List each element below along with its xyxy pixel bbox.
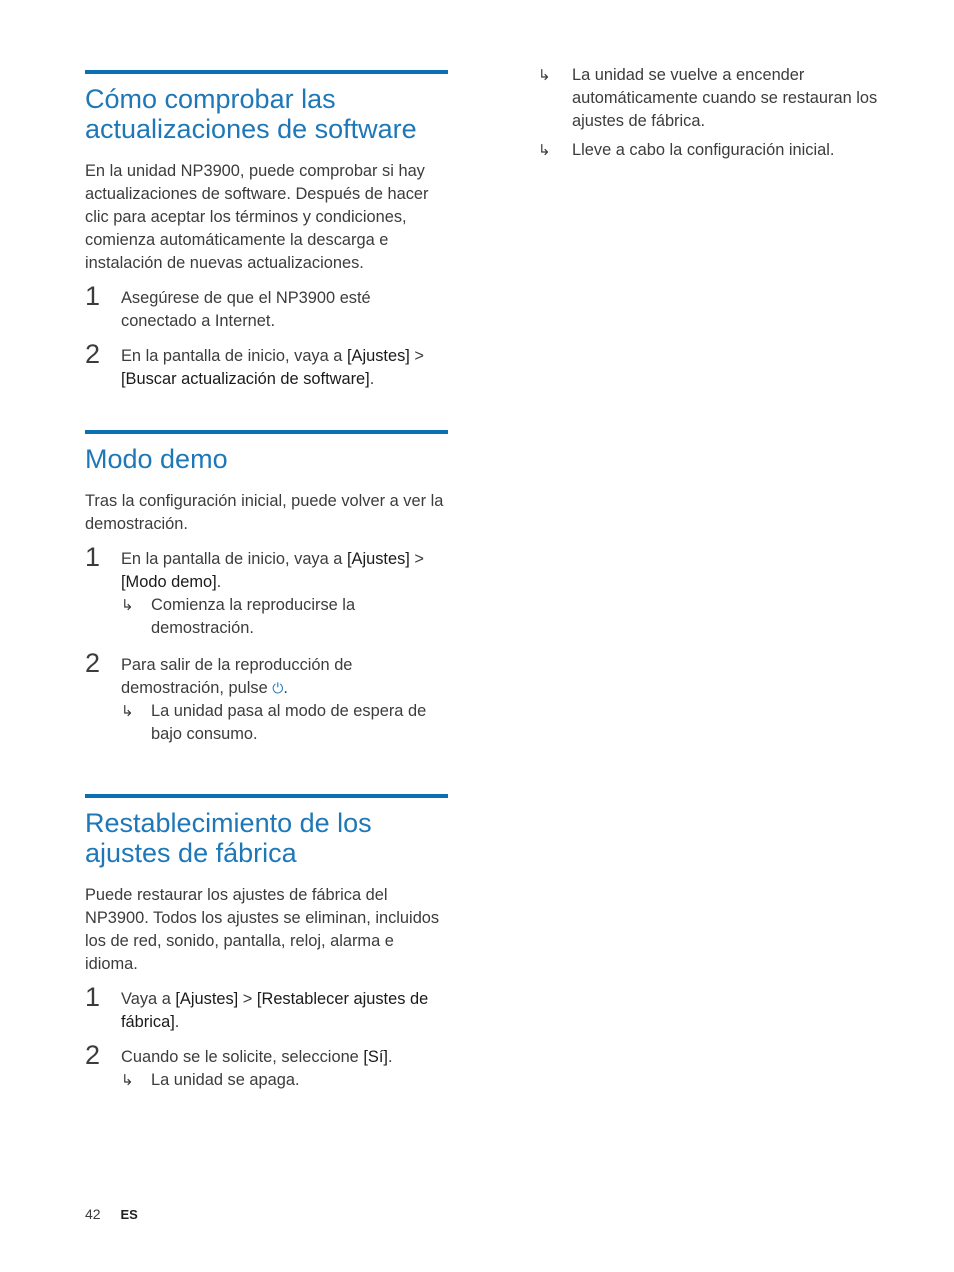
section-intro: Puede restaurar los ajustes de fábrica del NP3900. Todos los ajustes se eliminan, incluidos los de red, sonido, pantalla, reloj, alarma e idioma. xyxy=(85,886,440,973)
step-text: Cuando se le solicite, seleccione [Sí]. xyxy=(121,1048,393,1066)
step-1 xyxy=(85,982,449,1034)
section-intro: En la unidad NP3900, puede comprobar si hay actualizaciones de software. Después de hacer clic para aceptar los términos y condiciones, comienza automáticamente la descarga e instalación de nuevas actualizaciones. xyxy=(85,162,429,272)
right-column xyxy=(538,64,878,168)
section-title: Modo demo xyxy=(85,444,228,474)
step-2 xyxy=(85,648,449,746)
step-2 xyxy=(85,339,449,391)
step-number: 2 xyxy=(85,339,101,369)
result-item: ↳ La unidad se vuelve a encender automáticamente cuando se restauran los ajustes de fábrica. xyxy=(538,66,878,130)
section-title: Cómo comprobar las actualizaciones de software xyxy=(85,84,417,144)
result-arrow-icon: ↳ xyxy=(538,142,551,159)
menu-item-ajustes: [Ajustes] xyxy=(346,550,410,568)
step-result: ↳ La unidad se apaga. xyxy=(121,1069,449,1092)
step-number: 1 xyxy=(85,982,101,1012)
result-arrow-icon: ↳ xyxy=(121,703,134,720)
section-demo-mode xyxy=(85,430,449,746)
step-1 xyxy=(85,542,449,640)
step-2 xyxy=(85,1040,449,1092)
menu-item-si: [Sí] xyxy=(363,1048,388,1066)
step-result: ↳ Comienza la reproducirse la demostración. xyxy=(121,596,356,637)
menu-item-restablecer: [Restablecer ajustes de fábrica] xyxy=(121,990,429,1031)
step-text: En la pantalla de inicio, vaya a [Ajustes] > [Modo demo]. xyxy=(121,550,424,591)
section-rule xyxy=(85,430,448,434)
result-arrow-icon: ↳ xyxy=(538,67,551,84)
step-number: 1 xyxy=(85,542,101,572)
step-1 xyxy=(85,281,449,333)
result-item: ↳ Lleve a cabo la configuración inicial. xyxy=(538,139,878,162)
section-factory-reset xyxy=(85,794,449,1092)
step-number: 2 xyxy=(85,648,101,678)
page-footer xyxy=(85,1206,138,1222)
step-result: ↳ La unidad pasa al modo de espera de bajo consumo. xyxy=(121,702,427,743)
step-text: Para salir de la reproducción de demostración, pulse ⏻. xyxy=(121,656,353,697)
result-arrow-icon: ↳ xyxy=(121,597,134,614)
power-icon: ⏻ xyxy=(272,680,284,696)
section-software-update xyxy=(85,70,449,391)
step-text: Vaya a [Ajustes] > [Restablecer ajustes de fábrica]. xyxy=(121,990,429,1031)
menu-item-buscar-actualizacion: [Buscar actualización de software] xyxy=(121,370,370,388)
step-number: 2 xyxy=(85,1040,101,1070)
step-text: En la pantalla de inicio, vaya a [Ajustes] > [Buscar actualización de software]. xyxy=(121,347,424,388)
menu-item-modo-demo: [Modo demo] xyxy=(121,573,217,591)
section-rule xyxy=(85,794,448,798)
section-intro: Tras la configuración inicial, puede volver a ver la demostración. xyxy=(85,492,444,533)
step-number: 1 xyxy=(85,281,101,311)
result-arrow-icon: ↳ xyxy=(121,1072,134,1089)
step-text: Asegúrese de que el NP3900 esté conectado a Internet. xyxy=(121,289,371,330)
menu-item-ajustes: [Ajustes] xyxy=(346,347,410,365)
language-code: ES xyxy=(120,1207,138,1222)
section-rule xyxy=(85,70,448,74)
section-title: Restablecimiento de los ajustes de fábrica xyxy=(85,808,372,868)
page-number: 42 xyxy=(85,1206,101,1222)
menu-item-ajustes: [Ajustes] xyxy=(175,990,239,1008)
